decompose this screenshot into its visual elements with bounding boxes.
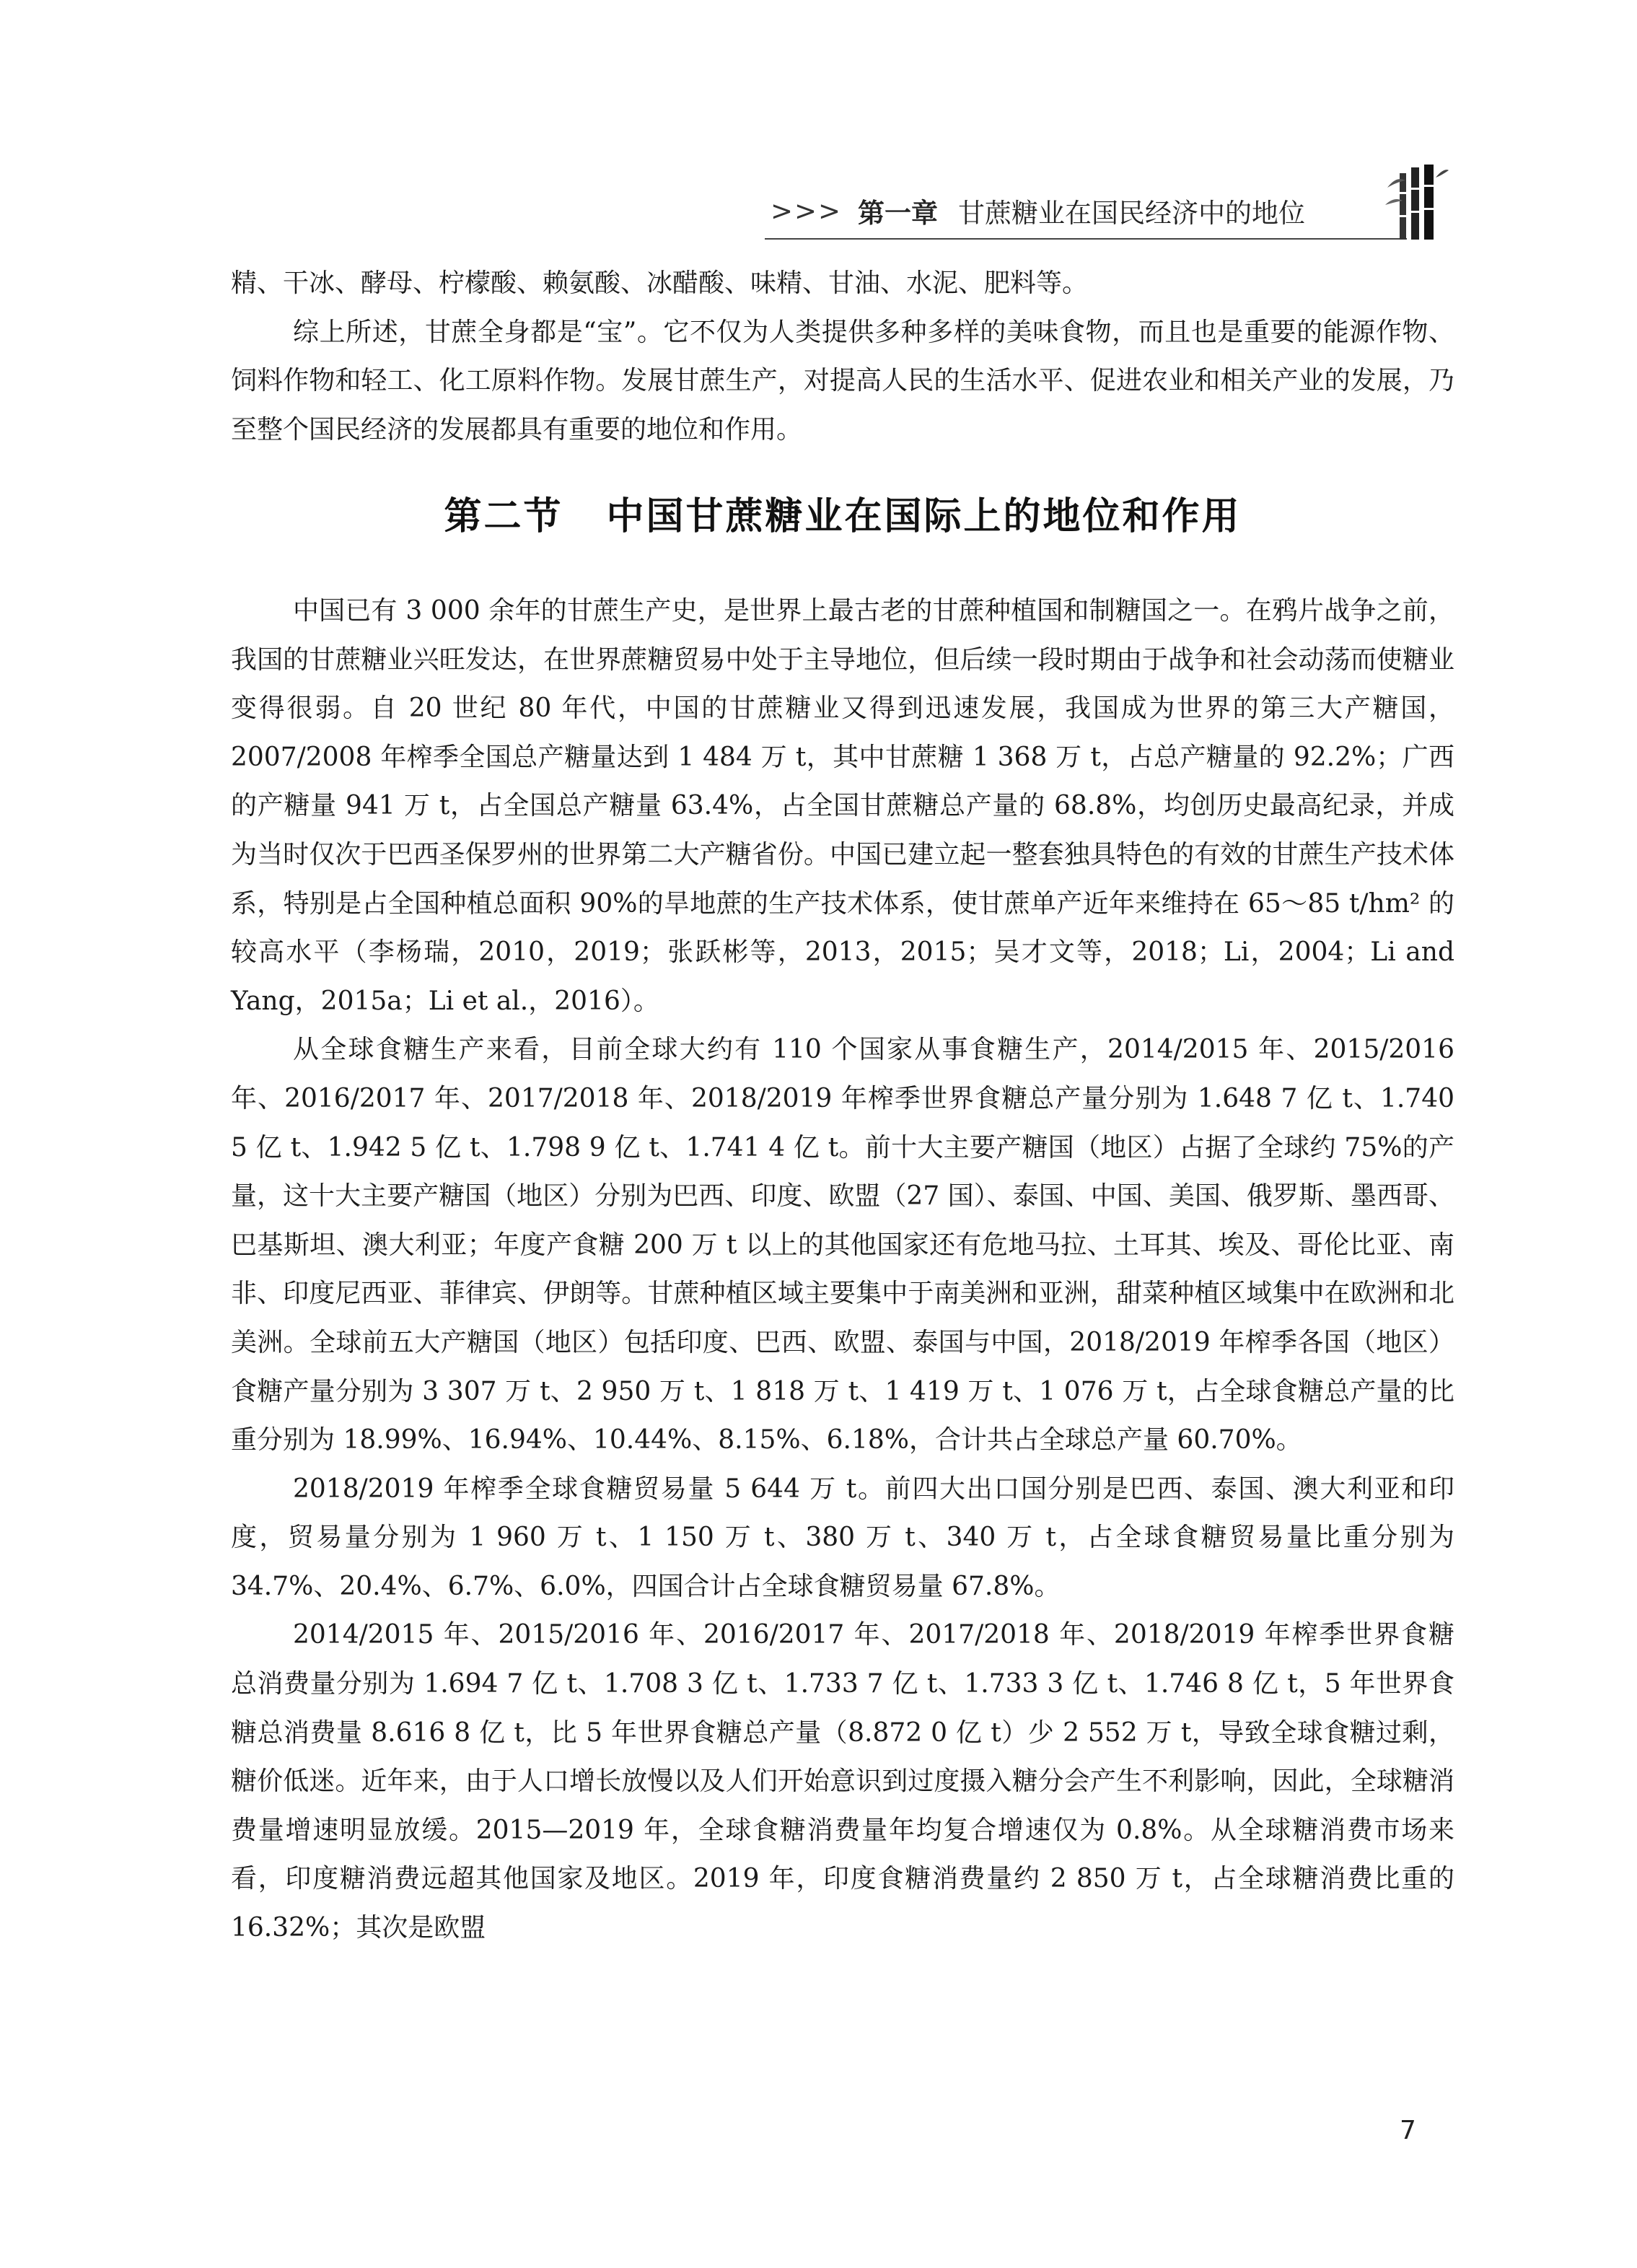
main-text-block xyxy=(231,587,1454,1953)
section-heading: 中国甘蔗糖业在国际上的地位和作用 xyxy=(606,495,1242,538)
section-title xyxy=(231,488,1454,546)
paragraph-continuation: 精、干冰、酵母、柠檬酸、赖氨酸、冰醋酸、味精、甘油、水泥、肥料等。 xyxy=(231,268,1089,298)
top-text-block xyxy=(231,259,1454,454)
header-chapter-number: 第一章 xyxy=(858,198,939,229)
section-number: 第二节 xyxy=(444,495,563,538)
paragraph-production: 从全球食糖生产来看，目前全球大约有 110 个国家从事食糖生产，2014/2015 年、2015/2016 年、2016/2017 年、2017/2018 年、2018/2019 年榨季世界食糖总产量分别为 1.648 7 亿 t、1.740 5 亿 t、1.942 5 亿 t、1.798 9 亿 t、1.741 4 亿 t。前十大主要产糖国（地区）占据了全球约 75%的产量，这十大主要产糖国（地区）分别为巴西、印度、欧盟（27 国）、泰国、中国、美国、俄罗斯、墨西哥、巴基斯坦、澳大利亚；年度产食糖 200 万 t 以上的其他国家还有危地马拉、土耳其、埃及、哥伦比亚、南非、印度尼西亚、菲律宾、伊朗等。甘蔗种植区域主要集中于南美洲和亚洲，甜菜种植区域集中在欧洲和北美洲。全球前五大产糖国（地区）包括印度、巴西、欧盟、泰国与中国，2018/2019 年榨季各国（地区）食糖产量分别为 3 307 万 t、2 950 万 t、1 818 万 t、1 419 万 t、1 076 万 t，占全球食糖总产量的比重分别为 18.99%、16.94%、10.44%、8.15%、6.18%，合计共占全球总产量 60.70%。 xyxy=(231,1035,1454,1455)
header-chapter-title: 甘蔗糖业在国民经济中的地位 xyxy=(958,198,1306,229)
header-chevrons: >>> xyxy=(771,195,843,227)
header-rule xyxy=(765,238,1407,240)
paragraph-consumption: 2014/2015 年、2015/2016 年、2016/2017 年、2017/2018 年、2018/2019 年榨季世界食糖总消费量分别为 1.694 7 亿 t、1.708 3 亿 t、1.733 7 亿 t、1.733 3 亿 t、1.746 8 亿 t，5 年世界食糖总消费量 8.616 8 亿 t，比 5 年世界食糖总产量（8.872 0 亿 t）少 2 552 万 t，导致全球食糖过剩，糖价低迷。近年来，由于人口增长放慢以及人们开始意识到过度摄入糖分会产生不利影响，因此，全球糖消费量增速明显放缓。2015—2019 年，全球食糖消费量年均复合增速仅为 0.8%。从全球糖消费市场来看，印度糖消费远超其他国家及地区。2019 年，印度食糖消费量约 2 850 万 t，占全球糖消费比重的 16.32%；其次是欧盟 xyxy=(231,1620,1454,1943)
paragraph-history: 中国已有 3 000 余年的甘蔗生产史，是世界上最古老的甘蔗种植国和制糖国之一。在鸦片战争之前，我国的甘蔗糖业兴旺发达，在世界蔗糖贸易中处于主导地位，但后续一段时期由于战争和社会动荡而使糖业变得很弱。自 20 世纪 80 年代，中国的甘蔗糖业又得到迅速发展，我国成为世界的第三大产糖国，2007/2008 年榨季全国总产糖量达到 1 484 万 t，其中甘蔗糖 1 368 万 t，占总产糖量的 92.2%；广西的产糖量 941 万 t，占全国总产糖量 63.4%，占全国甘蔗糖总产量的 68.8%，均创历史最高纪录，并成为当时仅次于巴西圣保罗州的世界第二大产糖省份。中国已建立起一整套独具特色的有效的甘蔗生产技术体系，特别是占全国种植总面积 90%的旱地蔗的生产技术体系，使甘蔗单产近年来维持在 65～85 t/hm² 的较高水平（李杨瑞，2010，2019；张跃彬等，2013，2015；吴才文等，2018；Li，2004；Li and Yang，2015a；Li et al.，2016）。 xyxy=(231,596,1454,1016)
paragraph-trade: 2018/2019 年榨季全球食糖贸易量 5 644 万 t。前四大出口国分别是巴西、泰国、澳大利亚和印度，贸易量分别为 1 960 万 t、1 150 万 t、380 万 t、340 万 t，占全球食糖贸易量比重分别为 34.7%、20.4%、6.7%、6.0%，四国合计占全球食糖贸易量 67.8%。 xyxy=(231,1474,1454,1601)
paragraph-summary: 综上所述，甘蔗全身都是“宝”。它不仅为人类提供多种多样的美味食物，而且也是重要的能源作物、饲料作物和轻工、化工原料作物。发展甘蔗生产，对提高人民的生活水平、促进农业和相关产业的发展，乃至整个国民经济的发展都具有重要的地位和作用。 xyxy=(231,317,1454,445)
page-number: 7 xyxy=(1400,2116,1416,2145)
running-header xyxy=(771,189,1305,232)
sugarcane-ornament-icon xyxy=(1384,163,1449,242)
